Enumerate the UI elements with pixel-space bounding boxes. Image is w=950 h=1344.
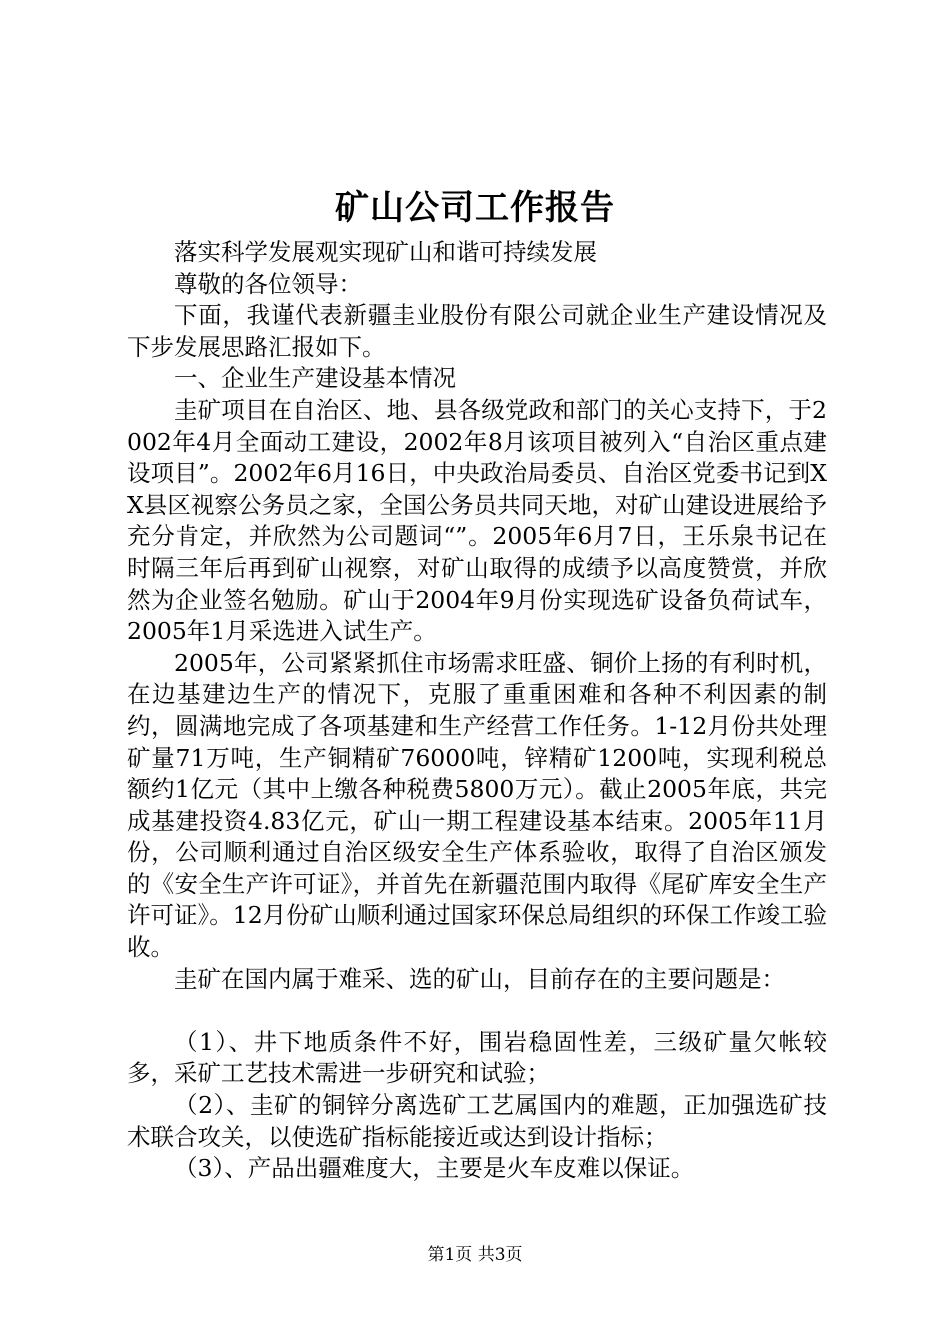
document-title: 矿山公司工作报告 <box>335 188 615 228</box>
page-number-footer: 第1页 共3页 <box>427 1245 523 1265</box>
problem-item: （1）、井下地质条件不好，围岩稳固性差，三级矿量欠帐较多，采矿工艺技术需进一步研究和试验； <box>127 1027 827 1088</box>
body-paragraph: 2005年，公司紧紧抓住市场需求旺盛、铜价上扬的有利时机，在边基建边生产的情况下，克服了重重困难和各种不利因素的制约，圆满地完成了各项基建和生产经营工作任务。1-12月份共处理矿量71万吨，生产铜精矿76000吨，锌精矿1200吨，实现利税总额约1亿元（其中上缴各种税费5800万元）。截止2005年底，共完成基建投资4.83亿元，矿山一期工程建设基本结束。2005年11月份，公司顺利通过自治区级安全生产体系验收，取得了自治区颁发的《安全生产许可证》，并首先在新疆范围内取得《尾矿库安全生产许可证》。12月份矿山顺利通过国家环保总局组织的环保工作竣工验收。 <box>127 648 827 962</box>
intro-paragraph: 下面，我谨代表新疆圭业股份有限公司就企业生产建设情况及下步发展思路汇报如下。 <box>127 301 827 361</box>
problems-intro-paragraph: 圭矿在国内属于难采、选的矿山，目前存在的主要问题是： <box>174 964 785 993</box>
section-heading: 一、企业生产建设基本情况 <box>174 364 456 393</box>
subtitle-paragraph: 落实科学发展观实现矿山和谐可持续发展 <box>174 238 597 266</box>
problem-item: （3）、产品出疆难度大，主要是火车皮难以保证。 <box>174 1154 695 1183</box>
problem-item: （2）、圭矿的铜锌分离选矿工艺属国内的难题，正加强选矿技术联合攻关，以使选矿指标能接近或达到设计指标； <box>127 1091 827 1151</box>
document-body <box>127 237 827 1185</box>
body-paragraph: 圭矿项目在自治区、地、县各级党政和部门的关心支持下，于2002年4月全面动工建设，2002年8月该项目被列入“自治区重点建设项目”。2002年6月16日，中央政治局委员、自治区党委书记到XX县区视察公务员之家，全国公务员共同天地，对矿山建设进展给予充分肯定，并欣然为公司题词“”。2005年6月7日，王乐泉书记在时隔三年后再到矿山视察，对矿山取得的成绩予以高度赞赏，并欣然为企业签名勉励。矿山于2004年9月份实现选矿设备负荷试车，2005年1月采选进入试生产。 <box>127 395 827 646</box>
salutation-paragraph: 尊敬的各位领导： <box>174 269 362 298</box>
